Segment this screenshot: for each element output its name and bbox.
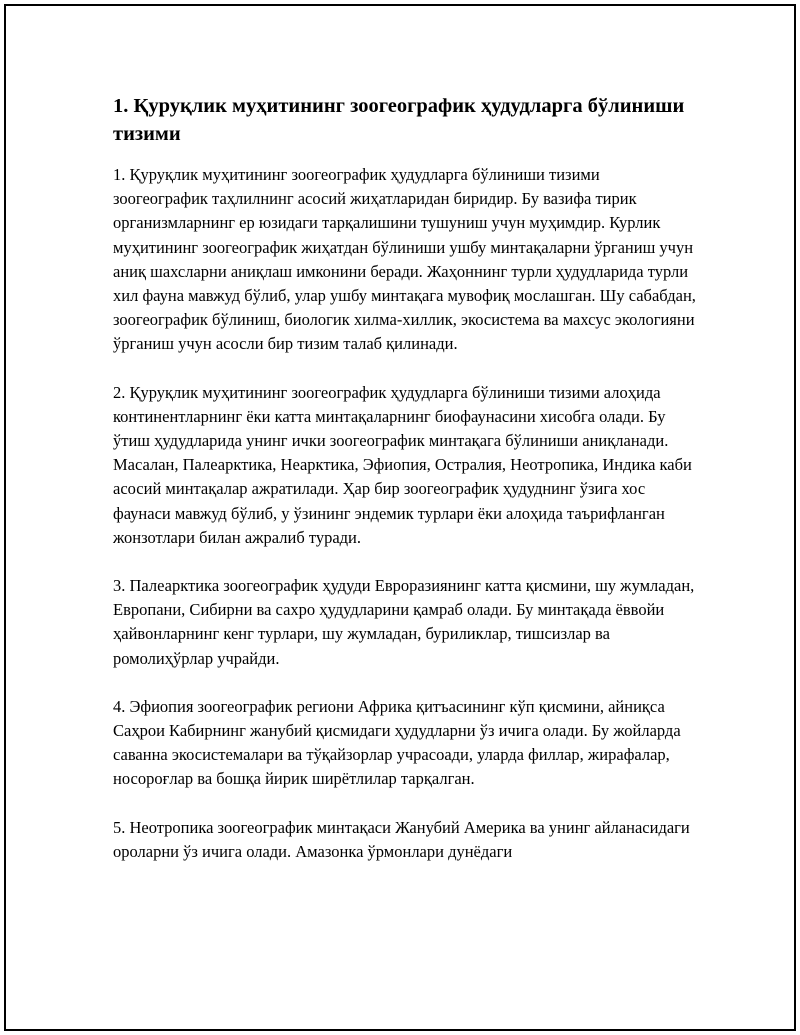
- section-heading: 1. Қуруқлик муҳитининг зоогеографик ҳудудларга бўлиниши тизими: [113, 95, 685, 145]
- paragraph-2: 2. Қуруқлик муҳитининг зоогеографик ҳудудларга бўлиниши тизими алоҳида континентларнинг ёки катта минтақаларнинг биофаунасини хисобга олади. Бу ўтиш ҳудудларида унинг ички зоогеографик минтақага бўлиниши аниқланади. Масалан, Палеарктика, Неарктика, Эфиопия, Остралия, Неотропика, Индика каби асосий минтақалар ажратилади. Ҳар бир зоогеографик ҳудуднинг ўзига хос фаунаси мавжуд бўлиб, у ўзининг эндемик турлари ёки алоҳида таърифланган жонзотлари билан ажралиб туради.: [113, 382, 692, 547]
- paragraph-3: 3. Палеарктика зоогеографик ҳудуди Евроразиянинг катта қисмини, шу жумладан, Европани, Сибирни ва сахро ҳудудларини қамраб олади. Бу минтақада ёввойи ҳайвонларнинг кенг турлари, шу жумладан, буриликлар, тишсизлар ва ромолиҳўрлар учрайди.: [113, 576, 695, 668]
- paragraph-5: 5. Неотропика зоогеографик минтақаси Жанубий Америка ва унинг айланасидаги ороларни ўз ичига олади. Амазонка ўрмонлари дунёдаги: [113, 817, 690, 861]
- paragraph-4: 4. Эфиопия зоогеографик региони Африка қитъасининг кўп қисмини, айниқса Саҳрои Кабирнинг жанубий қисмидаги ҳудудларни ўз ичига олади. Бу жойларда саванна экосистемалари ва тўқайзорлар учрасоади, уларда филлар, жирафалар, носороғлар ва бошқа йирик ширётлилар тарқалган.: [113, 696, 681, 789]
- paragraph-1: 1. Қуруқлик муҳитининг зоогеографик ҳудудларга бўлиниши тизими зоогеографик таҳлилнинг асосий жиҳатларидан биридир. Бу вазифа тирик организмларнинг ер юзидаги тарқалишини тушуниш учун муҳимдир. Курлик муҳитининг зоогеографик жиҳатдан бўлиниши ушбу минтақаларни ўрганиш учун аниқ шахсларни аниқлаш имконини беради. Жаҳоннинг турли ҳудудларида турли хил фауна мавжуд бўлиб, улар ушбу минтақага мувофиқ мослашган. Шу сабабдан, зоогеографик бўлиниш, биологик хилма-хиллик, экосистема ва махсус экологияни ўрганиш учун асосли бир тизим талаб қилинади.: [113, 165, 696, 354]
- document-body: [113, 92, 698, 888]
